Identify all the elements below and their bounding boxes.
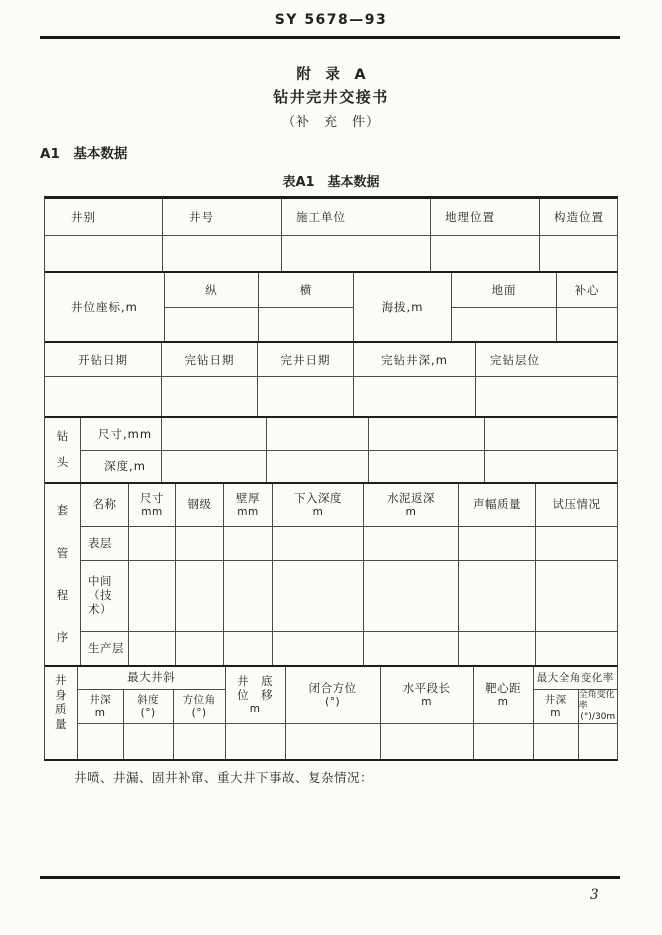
bit-label-char: 头: [56, 455, 69, 470]
quality-header-dogleg-rate: 全角变化率 (°)/30m: [578, 689, 616, 723]
empty-cell: [226, 724, 286, 759]
header-cell-kelly-bushing: 补心: [557, 273, 617, 308]
bit-data-column: [485, 418, 617, 482]
empty-cell: [176, 632, 224, 665]
casing-label-char: 套: [56, 503, 69, 518]
coords-ns-column: [165, 273, 259, 341]
quality-header-closure-azimuth: 闭合方位 (°): [286, 667, 381, 724]
quality-header-angle: 斜度 (°): [124, 690, 174, 724]
empty-cell: [78, 724, 124, 759]
empty-cell: [273, 632, 364, 665]
empty-cell: [282, 236, 431, 271]
empty-cell: [259, 308, 353, 342]
empty-cell: [176, 527, 224, 561]
empty-cell: [369, 418, 484, 451]
table-row-basic-values: [45, 236, 617, 273]
quality-header-bottom-displacement: 井 底 位 移 m: [226, 667, 286, 724]
casing-row-production-label: 生产层: [81, 632, 129, 665]
quality-header-depth: 井深 m: [78, 690, 124, 724]
empty-cell: [45, 377, 162, 416]
bit-row-labels-column: [81, 418, 162, 482]
bit-data-column: [369, 418, 485, 482]
quality-group-max-dogleg: 最大全角变化率: [534, 667, 617, 690]
casing-label-cell: [45, 484, 81, 665]
empty-cell: [459, 527, 536, 561]
empty-cell: [557, 308, 617, 342]
header-cell-well-completion-date: 完井日期: [258, 343, 354, 376]
empty-cell: [452, 308, 556, 342]
header-cell-geographic-location: 地理位置: [431, 199, 540, 235]
empty-cell: [162, 451, 266, 483]
empty-cell: [476, 377, 617, 416]
header-cell-spud-date: 开钻日期: [45, 343, 162, 376]
header-cell-northing: 纵: [165, 273, 258, 308]
empty-cell: [431, 236, 540, 271]
empty-cell: [369, 451, 484, 483]
casing-row-intermediate-label: 中间 （技术）: [81, 561, 129, 632]
coords-label-cell: 井位座标,m: [45, 273, 165, 341]
coords-ground-column: [452, 273, 557, 341]
empty-cell: [474, 724, 534, 759]
casing-label-char: 管: [56, 545, 69, 560]
doc-title: 钻井完井交接书: [273, 88, 389, 106]
empty-cell: [485, 418, 617, 451]
empty-cell: [224, 632, 273, 665]
header-cell-ground-elevation: 地面: [452, 273, 556, 308]
header-cell-easting: 横: [259, 273, 353, 308]
bit-label-char: 钻: [56, 429, 69, 444]
quality-header-target-distance: 靶心距 m: [474, 667, 534, 724]
empty-cell: [485, 451, 617, 483]
header-cell-well-number: 井号: [163, 199, 282, 235]
empty-cell: [267, 451, 368, 483]
quality-label-char: 身: [55, 687, 67, 702]
table-row-dates-headers: [45, 343, 617, 377]
empty-cell: [273, 561, 364, 632]
header-cell-total-depth: 完钻井深,m: [354, 343, 476, 376]
empty-cell: [459, 632, 536, 665]
table-section-quality: [45, 667, 617, 759]
empty-cell: [163, 236, 282, 271]
casing-label-char: 程: [56, 587, 69, 602]
quality-header-dogleg-depth: 井深 m: [534, 690, 579, 724]
basic-data-table: [44, 196, 618, 761]
casing-header-pressure-test: 试压情况: [536, 484, 617, 527]
casing-header-cbl-quality: 声幅质量: [459, 484, 536, 527]
incident-note: 井喷、井漏、固井补窜、重大井下事故、复杂情况：: [74, 770, 374, 785]
header-cell-structural-location: 构造位置: [554, 210, 604, 224]
empty-cell: [165, 308, 258, 342]
quality-header-horizontal-length: 水平段长 m: [381, 667, 474, 724]
casing-label-char: 序: [56, 630, 69, 645]
casing-header-size: 尺寸 mm: [129, 484, 176, 527]
casing-header-cement-return-depth: 水泥返深 m: [364, 484, 459, 527]
table-section-casing: [45, 484, 617, 667]
empty-cell: [224, 527, 273, 561]
quality-label-char: 质: [55, 702, 67, 716]
bit-label-cell: [45, 418, 81, 482]
empty-cell: [354, 377, 476, 416]
empty-cell: [258, 377, 354, 416]
empty-cell: [45, 236, 163, 271]
empty-cell: [536, 527, 617, 561]
header-rule: [40, 36, 620, 39]
empty-cell: [534, 724, 579, 759]
casing-grid: [81, 484, 617, 665]
bit-depth-label: 深度,m: [104, 459, 146, 474]
empty-cell: [174, 724, 226, 759]
empty-cell: [176, 561, 224, 632]
doc-number: SY 5678—93: [274, 12, 388, 28]
empty-cell: [381, 724, 474, 759]
header-cell-construction-unit: 施工单位: [282, 199, 431, 235]
empty-cell: [536, 632, 617, 665]
appendix-title: 附 录 A: [296, 67, 366, 83]
empty-cell: [579, 724, 617, 759]
empty-cell: [129, 527, 176, 561]
table-row-dates-values: [45, 377, 617, 418]
empty-cell: [162, 377, 258, 416]
table-row-basic-headers: [45, 199, 617, 236]
table-section-bit: [45, 418, 617, 484]
quality-label-cell: [45, 667, 78, 759]
page-number: 3: [590, 887, 599, 903]
bit-size-label: 尺寸,mm: [81, 418, 161, 451]
casing-header-wall-thickness: 壁厚 mm: [224, 484, 273, 527]
empty-cell: [267, 418, 368, 451]
empty-cell: [364, 632, 459, 665]
table-row-coordinates: [45, 273, 617, 343]
casing-header-name: 名称: [81, 484, 129, 527]
header-cell-well-type: 井别: [45, 199, 163, 235]
header-cell-completion-horizon: 完钻层位: [490, 352, 540, 367]
empty-cell: [459, 561, 536, 632]
quality-grid: [78, 667, 617, 759]
coords-ew-column: [259, 273, 354, 341]
casing-row-surface-label: 表层: [81, 527, 129, 561]
quality-label-char: 井: [55, 673, 67, 687]
bit-data-column: [267, 418, 369, 482]
section-heading: A1 基本数据: [40, 146, 128, 162]
casing-header-setting-depth: 下入深度 m: [273, 484, 364, 527]
empty-cell: [364, 527, 459, 561]
empty-cell: [162, 418, 266, 451]
quality-header-azimuth: 方位角 (°): [174, 690, 226, 724]
bit-data-column: [162, 418, 267, 482]
empty-cell: [364, 561, 459, 632]
empty-cell: [286, 724, 381, 759]
empty-cell: [224, 561, 273, 632]
empty-cell: [129, 632, 176, 665]
table-caption: 表A1 基本数据: [282, 175, 380, 190]
footer-rule: [40, 876, 620, 879]
empty-cell: [124, 724, 174, 759]
coords-bushing-column: [557, 273, 617, 341]
quality-group-max-deviation: 最大井斜: [78, 667, 226, 690]
empty-cell: [540, 236, 617, 271]
header-cell-elevation: 海拔,m: [354, 273, 452, 341]
doc-subtitle: （补 充 件）: [281, 115, 380, 130]
quality-label-char: 量: [55, 716, 67, 731]
header-cell-drilling-completion-date: 完钻日期: [162, 343, 258, 376]
empty-cell: [273, 527, 364, 561]
casing-header-steel-grade: 钢级: [176, 484, 224, 527]
empty-cell: [129, 561, 176, 632]
empty-cell: [536, 561, 617, 632]
